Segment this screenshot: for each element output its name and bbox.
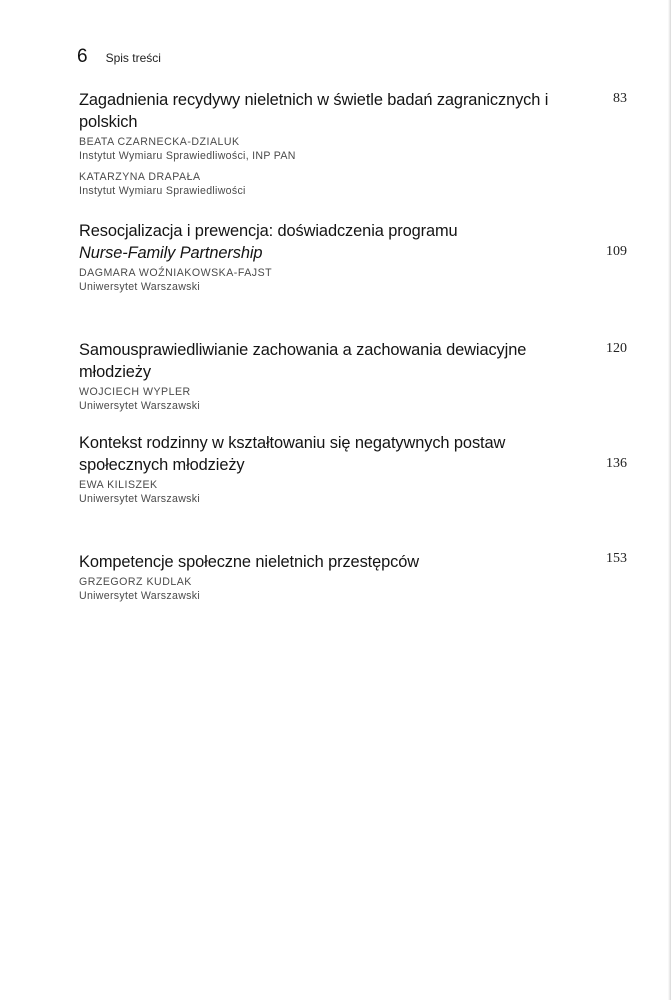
toc-entry-page: 109 xyxy=(606,244,627,259)
author-affiliation: Instytut Wymiaru Sprawiedliwości, INP PAN xyxy=(79,150,296,162)
author-affiliation: Instytut Wymiaru Sprawiedliwości xyxy=(79,185,246,197)
author-affiliation: Uniwersytet Warszawski xyxy=(79,493,200,505)
author-name: EWA KILISZEK xyxy=(79,479,158,491)
page-number: 6 xyxy=(77,46,88,67)
author-name: WOJCIECH WYPLER xyxy=(79,386,191,398)
author-name: KATARZYNA DRAPAŁA xyxy=(79,171,201,183)
toc-entry-title-row xyxy=(79,89,627,133)
toc-entry-title: Zagadnienia recydywy nieletnich w świetle badań zagranicznych i polskich xyxy=(79,91,549,131)
author-affiliation: Uniwersytet Warszawski xyxy=(79,281,200,293)
author-name: DAGMARA WOŹNIAKOWSKA-FAJST xyxy=(79,267,273,279)
author-affiliation: Uniwersytet Warszawski xyxy=(79,400,200,412)
toc-entry-title: Samousprawiedliwianie zachowania a zachowania dewiacyjne młodzieży xyxy=(79,341,527,381)
toc-entry-title: Kompetencje społeczne nieletnich przestępców xyxy=(79,553,420,571)
toc-entry-title-main: Resocjalizacja i prewencja: doświadczenia programu xyxy=(79,222,458,240)
running-title: Spis treści xyxy=(105,51,161,65)
toc-entry[interactable] xyxy=(79,551,627,604)
toc-entry-page: 153 xyxy=(606,551,627,566)
toc-entry-page: 120 xyxy=(606,341,627,356)
running-header xyxy=(77,46,161,68)
toc-entry-title-row xyxy=(79,551,627,573)
toc-entry-page: 83 xyxy=(613,91,627,106)
author-name: BEATA CZARNECKA-DZIALUK xyxy=(79,136,240,148)
toc-entry-page: 136 xyxy=(606,456,627,471)
toc-entry-title-row xyxy=(79,220,627,264)
toc-entry[interactable] xyxy=(79,339,627,414)
toc-entry[interactable] xyxy=(79,89,627,199)
toc-entry-subtitle: Nurse-Family Partnership xyxy=(79,244,263,262)
toc-entry[interactable] xyxy=(79,220,627,295)
toc-entry[interactable] xyxy=(79,432,627,507)
toc-entry-title-row xyxy=(79,432,627,476)
author-affiliation: Uniwersytet Warszawski xyxy=(79,590,200,602)
toc-entry-title-line1: Kontekst rodzinny w kształtowaniu się negatywnych postaw xyxy=(79,434,506,452)
toc-entry-title xyxy=(79,220,593,264)
author-name: GRZEGORZ KUDLAK xyxy=(79,576,192,588)
toc-entry-title-line2: społecznych młodzieży xyxy=(79,456,245,474)
toc-entry-title xyxy=(79,432,593,476)
toc-entry-title-row xyxy=(79,339,627,383)
